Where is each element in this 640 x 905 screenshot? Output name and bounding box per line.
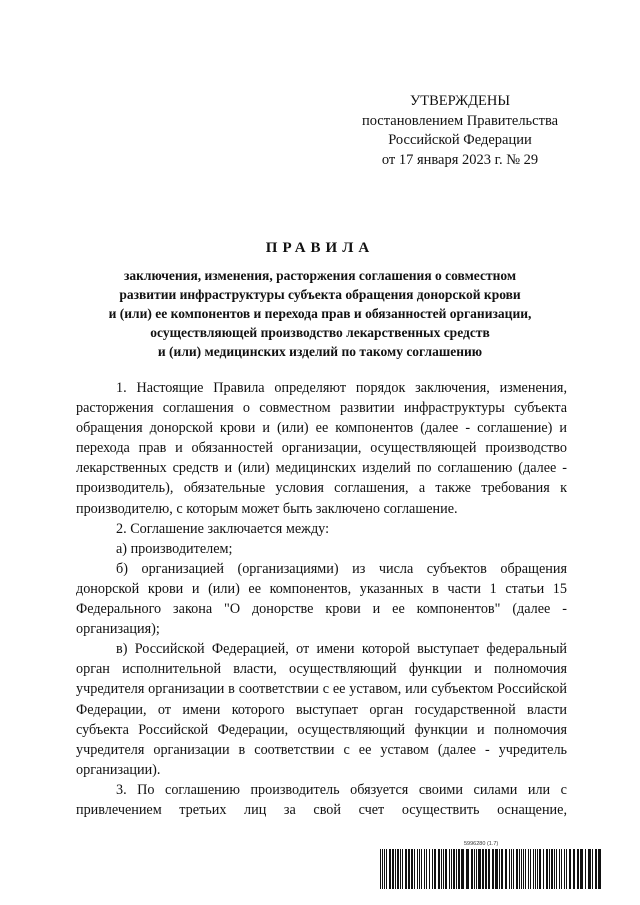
subtitle-line: и (или) медицинских изделий по такому соглашению: [157, 344, 483, 359]
subtitle-line: заключения, изменения, расторжения соглашения о совместном: [123, 268, 517, 283]
paragraph-2c: в) Российской Федерацией, от имени которой выступает федеральный орган исполнительной власти, осуществляющий функции и полномочия учредителя организации в соответствии с ее уставом, или субъектом Российской Федерации, от имени которого выступает орган государственной власти субъекта Российской Федерации, осуществляющий функции и полномочия учредителя организации в соответствии с ее уставом (далее - учредитель организации).: [76, 641, 567, 778]
subtitle-line: и (или) ее компонентов и перехода прав и обязанностей организации,: [108, 306, 532, 321]
approval-block: [330, 92, 590, 170]
approval-line-date: от 17 января 2023 г. № 29: [381, 151, 539, 168]
document-subtitle: [70, 266, 570, 361]
paragraph-2: 2. Соглашение заключается между:: [116, 520, 330, 537]
barcode-number: 5996280 (1.7): [464, 841, 499, 847]
document-body: [76, 378, 567, 820]
document-title: ПРАВИЛА: [265, 240, 375, 256]
approval-line-resolution: постановлением Правительства: [361, 112, 559, 129]
subtitle-line: развитии инфраструктуры субъекта обращения донорской крови: [119, 287, 521, 302]
approval-line-federation: Российской Федерации: [388, 132, 532, 148]
paragraph-2a: а) производителем;: [116, 540, 233, 557]
paragraph-3: 3. По соглашению производитель обязуется своими силами или с привлечением третьих лиц за свой счет осуществить оснащение,: [76, 781, 567, 818]
subtitle-line: осуществляющей производство лекарственных средств: [150, 325, 490, 340]
approval-heading: УТВЕРЖДЕНЫ: [409, 93, 511, 109]
paragraph-1: 1. Настоящие Правила определяют порядок заключения, изменения, расторжения соглашения о совместном развитии инфраструктуры субъекта обращения донорской крови и (или) ее компонентов (далее - соглашение) и перехода прав и обязанностей организации, осуществляющей производство лекарственных средств и (или) медицинских изделий по соглашению (далее - производитель), обязательные условия соглашения, а также требования к производителю, с которым может быть заключено соглашение.: [76, 380, 567, 517]
paragraph-2b: б) организацией (организациями) из числа субъектов обращения донорской крови и (или) ее компонентов, указанных в части 1 статьи 15 Федерального закона "О донорстве крови и ее компонентов" (далее - организация);: [76, 560, 567, 638]
barcode-icon: [380, 843, 602, 889]
